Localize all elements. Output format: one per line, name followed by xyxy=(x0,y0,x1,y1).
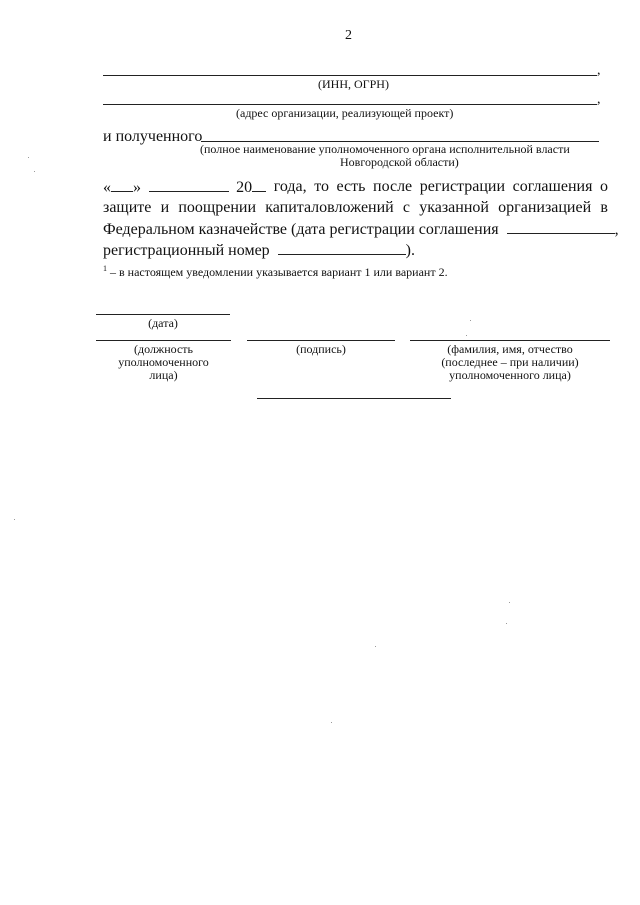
authority-caption-line1: (полное наименование уполномоченного органа исполнительной власти xyxy=(200,142,570,156)
clause-word: есть xyxy=(336,178,366,195)
position-caption-line2: уполномоченного xyxy=(118,355,209,369)
clause-word: соглашения xyxy=(512,178,593,195)
clause-word: года, xyxy=(273,178,307,195)
inn-line-comma: , xyxy=(597,63,601,78)
clause-word: защите xyxy=(103,199,152,216)
clause-word: регистрации xyxy=(419,178,506,195)
date-clause-line1 xyxy=(103,176,608,198)
clause-word: после xyxy=(373,178,413,195)
registration-number-blank xyxy=(278,239,406,255)
date-signature-line xyxy=(96,314,230,315)
scan-speck xyxy=(506,623,507,624)
clause-word: с xyxy=(402,199,411,216)
registration-date-blank xyxy=(507,218,615,234)
clause-word: и xyxy=(160,199,170,216)
address-caption: (адрес организации, реализующей проект) xyxy=(236,106,454,120)
scan-speck xyxy=(509,602,510,603)
footnote-text: – в настоящем уведомлении указывается вариант 1 или вариант 2. xyxy=(107,265,448,279)
scan-speck xyxy=(466,335,467,336)
address-line-comma: , xyxy=(597,92,601,107)
clause-word: поощрении xyxy=(178,199,257,216)
scan-speck xyxy=(375,646,376,647)
scan-speck xyxy=(470,320,471,321)
scan-speck xyxy=(28,157,29,158)
received-label: и полученного xyxy=(103,128,203,145)
inn-ogrn-field-line xyxy=(103,75,597,76)
date-clause-line4: регистрационный номер ). xyxy=(103,239,415,261)
date-clause-line2 xyxy=(103,197,608,218)
date-day-group: « » xyxy=(103,176,141,198)
closing-separator-line xyxy=(257,398,451,399)
full-name-signature-line xyxy=(410,340,610,341)
full-name-caption-line2: (последнее – при наличии) xyxy=(441,355,579,369)
full-name-caption-line3: уполномоченного лица) xyxy=(449,368,571,382)
footnote xyxy=(103,262,448,279)
inn-ogrn-caption: (ИНН, ОГРН) xyxy=(318,77,389,91)
full-name-caption-line1: (фамилия, имя, отчество xyxy=(447,342,573,356)
clause-word: капиталовложений xyxy=(265,199,394,216)
year-group: 20 xyxy=(236,176,266,198)
scan-speck xyxy=(14,519,15,520)
day-blank xyxy=(111,176,133,192)
scan-speck xyxy=(34,171,35,172)
year-blank xyxy=(252,176,266,192)
position-signature-line xyxy=(96,340,231,341)
page-number: 2 xyxy=(345,28,352,43)
clause-word: указанной xyxy=(419,199,489,216)
clause-word: в xyxy=(600,199,608,216)
footnote-marker: 1 xyxy=(103,264,107,273)
signature-caption: (подпись) xyxy=(296,342,346,356)
date-clause-line3: Федеральном казначействе (дата регистрации соглашения , xyxy=(103,218,619,240)
date-caption: (дата) xyxy=(148,316,178,330)
clause-word: организацией xyxy=(498,199,592,216)
clause-word: то xyxy=(314,178,329,195)
month-blank xyxy=(149,176,229,192)
scan-speck xyxy=(331,722,332,723)
clause-word: о xyxy=(600,178,608,195)
address-field-line xyxy=(103,104,597,105)
position-caption-line1: (должность xyxy=(134,342,193,356)
position-caption-line3: лица) xyxy=(149,368,178,382)
authority-caption-line2: Новгородской области) xyxy=(340,155,459,169)
signature-line xyxy=(247,340,395,341)
